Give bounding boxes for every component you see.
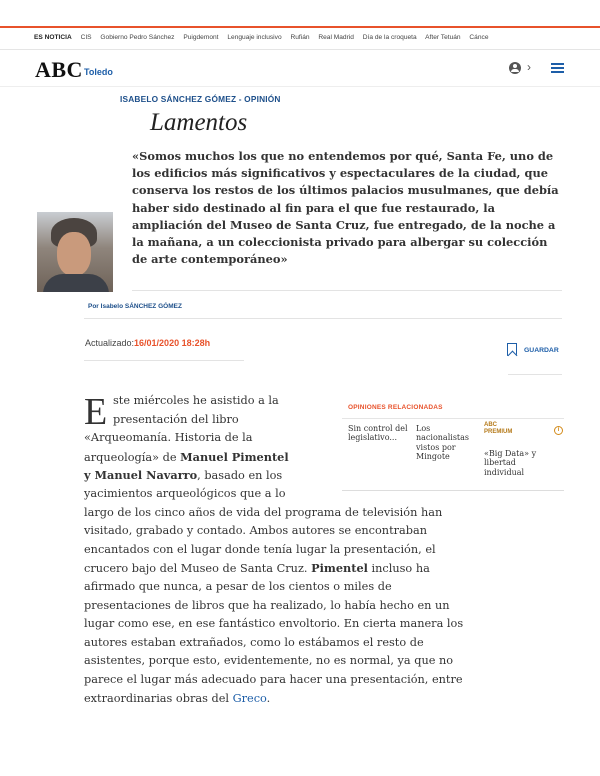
body-line: visitado, grabado y contado. Ambos autores se encontraban bbox=[84, 524, 427, 538]
top-news-bar bbox=[0, 26, 600, 50]
body-line: arqueología» de Manuel Pimentel bbox=[84, 449, 289, 464]
body-line: «Arqueomanía. Historia de la bbox=[84, 431, 253, 445]
related-item-nacionalistas[interactable]: Los nacionalistas vistos por Mingote bbox=[416, 424, 470, 462]
body-line: y Manuel Navarro, basado en los bbox=[84, 468, 283, 483]
bookmark-icon bbox=[507, 343, 517, 356]
drop-cap: E bbox=[84, 391, 108, 433]
site-header bbox=[0, 52, 600, 87]
related-item-sin-control[interactable]: Sin control del legislativo... bbox=[348, 424, 408, 443]
byline-prefix: Por bbox=[88, 303, 99, 310]
trending-link-croqueta[interactable]: Día de la croqueta bbox=[362, 34, 417, 41]
hamburger-menu-icon[interactable] bbox=[551, 63, 564, 73]
info-icon[interactable]: i bbox=[554, 426, 563, 435]
divider bbox=[132, 290, 562, 291]
byline bbox=[88, 303, 182, 310]
body-line: asistentes, porque esto, evidentemente, no es normal, ya que no bbox=[84, 654, 454, 668]
author-mention: y Manuel Navarro bbox=[84, 468, 198, 483]
updated-value: 16/01/2020 18:28h bbox=[134, 338, 211, 348]
save-label: GUARDAR bbox=[524, 347, 559, 354]
author-section-label[interactable]: ISABELO SÁNCHEZ GÓMEZ - OPINIÓN bbox=[120, 94, 281, 104]
body-line: presentación del libro bbox=[113, 412, 239, 426]
body-line: ste miércoles he asistido a la bbox=[113, 394, 279, 407]
trending-label: ES NOTICIA bbox=[34, 34, 72, 41]
updated-label: Actualizado: bbox=[85, 338, 135, 348]
chevron-right-icon[interactable]: › bbox=[527, 60, 531, 74]
trending-link-after-tetuan[interactable]: After Tetuán bbox=[425, 34, 461, 41]
article-title: Lamentos bbox=[150, 109, 248, 136]
related-opinions-box bbox=[342, 394, 564, 491]
premium-badge: ABC PREMIUM bbox=[484, 422, 513, 435]
divider bbox=[84, 360, 244, 361]
author-mention: Manuel Pimentel bbox=[180, 449, 289, 464]
article-lead-quote: «Somos muchos los que no entendemos por qué, Santa Fe, uno de los edificios más significativos y espectaculares de la ciudad, que conserva los restos de los últimos palacios musulmanes, que debía haber sido destinado al fin para el que fue restaurado, la ampliación del Museo de Santa Cruz, fue entregado, de la noche a la mañana, a un coleccionista privado para albergar su colección de arte contemporáneo» bbox=[132, 149, 559, 267]
section-link-toledo[interactable]: Toledo bbox=[84, 67, 113, 77]
author-mention: Pimentel bbox=[311, 561, 368, 576]
divider bbox=[508, 374, 562, 375]
body-line: afirmado que nunca, a pesar de los cientos o miles de bbox=[84, 580, 392, 593]
body-line: parece el lugar más adecuado para hacer una presentación, entre bbox=[84, 673, 463, 686]
body-line: lugar como ese, en ese fantástico envoltorio. En cierta manera los bbox=[84, 617, 464, 631]
updated-timestamp bbox=[85, 338, 210, 348]
byline-author[interactable]: Isabelo SÁNCHEZ GÓMEZ bbox=[100, 303, 182, 310]
body-line: autores estaban extrañados, como lo estábamos el resto de bbox=[84, 635, 424, 649]
trending-link-real-madrid[interactable]: Real Madrid bbox=[318, 34, 354, 41]
trending-link-cis[interactable]: CIS bbox=[80, 34, 92, 41]
related-item-big-data[interactable]: «Big Data» y libertad individual bbox=[484, 449, 537, 477]
body-line: crucero bajo del Museo de Santa Cruz. Pimentel incluso ha bbox=[84, 561, 430, 576]
trending-link-puigdemont[interactable]: Puigdemont bbox=[183, 34, 219, 41]
body-line: encantados con el lugar donde tenía lugar la presentación, el bbox=[84, 542, 436, 556]
body-line: extraordinarias obras del Greco. bbox=[84, 691, 271, 705]
abc-logo[interactable]: ABC bbox=[35, 57, 83, 82]
related-heading: OPINIONES RELACIONADAS bbox=[348, 404, 443, 411]
trending-link-gobierno[interactable]: Gobierno Pedro Sánchez bbox=[100, 34, 175, 41]
greco-link[interactable]: Greco bbox=[232, 691, 267, 705]
body-line: presentaciones de libros que ha realizado, lo había hecho en un bbox=[84, 598, 450, 612]
author-photo bbox=[37, 212, 113, 292]
trending-link-rufian[interactable]: Rufián bbox=[290, 34, 310, 41]
body-line: yacimientos arqueológicos que a lo bbox=[84, 487, 286, 500]
trending-link-cancer[interactable]: Cánce bbox=[469, 34, 489, 41]
trending-link-lenguaje[interactable]: Lenguaje inclusivo bbox=[227, 34, 282, 41]
body-line: largo de los cinco años de vida del programa de televisión han bbox=[84, 505, 443, 519]
divider bbox=[84, 318, 562, 319]
user-icon[interactable] bbox=[509, 62, 521, 74]
trending-topics bbox=[34, 34, 495, 41]
